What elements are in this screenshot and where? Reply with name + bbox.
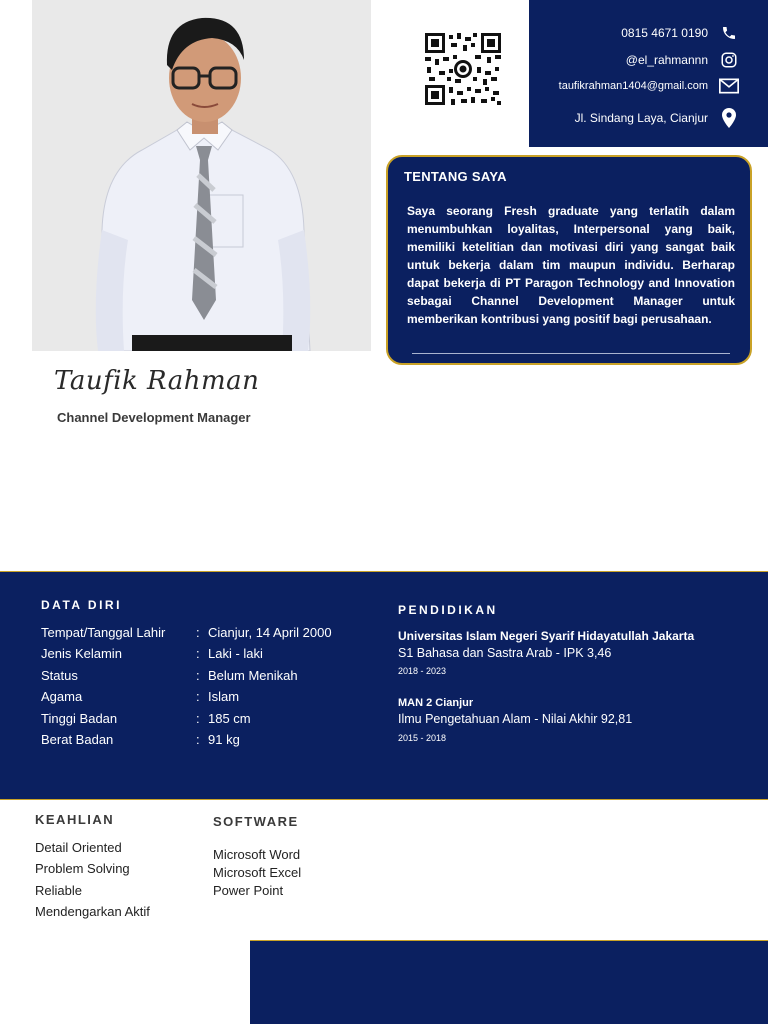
mail-icon: [718, 76, 740, 96]
edu-school: Universitas Islam Negeri Syarif Hidayatullah Jakarta: [398, 629, 695, 643]
instagram-icon: [718, 50, 740, 70]
data-row: [41, 646, 263, 667]
data-value: Cianjur, 14 April 2000: [208, 625, 332, 640]
qr-code: [425, 33, 501, 105]
edu-school: MAN 2 Cianjur: [398, 697, 474, 709]
data-label: Tinggi Badan: [41, 711, 118, 726]
colon: :: [196, 625, 200, 640]
data-row: [41, 625, 332, 646]
about-card: [386, 155, 752, 365]
software-item: Power Point: [213, 883, 284, 898]
data-label: Berat Badan: [41, 732, 114, 747]
contact-address: [529, 108, 768, 128]
info-band: [0, 571, 768, 800]
instagram-text: @el_rahmannn: [625, 53, 708, 67]
contact-instagram: [529, 50, 768, 70]
data-diri-title: DATA DIRI: [41, 598, 122, 612]
colon: :: [196, 646, 200, 661]
data-value: Laki - laki: [208, 646, 263, 661]
colon: :: [196, 689, 200, 704]
person-illustration: [32, 0, 371, 351]
data-row: [41, 689, 239, 710]
about-title: TENTANG SAYA: [404, 169, 507, 184]
software-item: Microsoft Word: [213, 847, 301, 862]
skill-item: Mendengarkan Aktif: [35, 904, 150, 919]
edu-years: 2018 - 2023: [398, 666, 447, 676]
pendidikan-title: PENDIDIKAN: [398, 603, 498, 617]
skill-item: Problem Solving: [35, 861, 130, 876]
divider: [412, 353, 730, 354]
data-value: 91 kg: [208, 732, 240, 747]
data-value: Islam: [208, 689, 240, 704]
edu-major: Ilmu Pengetahuan Alam - Nilai Akhir 92,81: [398, 712, 633, 726]
contact-panel: [529, 0, 768, 147]
colon: :: [196, 711, 200, 726]
edu-major: S1 Bahasa dan Sastra Arab - IPK 3,46: [398, 646, 612, 660]
profile-photo: [32, 0, 371, 351]
address-text: Jl. Sindang Laya, Cianjur: [574, 111, 708, 125]
person-name: Taufik Rahman: [54, 366, 260, 396]
data-label: Tempat/Tanggal Lahir: [41, 625, 166, 640]
data-row: [41, 668, 298, 689]
footer-block: [250, 940, 768, 1024]
keahlian-title: KEAHLIAN: [35, 812, 115, 827]
software-title: SOFTWARE: [213, 814, 299, 829]
colon: :: [196, 668, 200, 683]
location-pin-icon: [718, 108, 740, 128]
edu-years: 2015 - 2018: [398, 733, 447, 743]
skill-item: Detail Oriented: [35, 840, 122, 855]
data-label: Status: [41, 668, 78, 683]
data-value: 185 cm: [208, 711, 251, 726]
person-role: Channel Development Manager: [57, 410, 251, 425]
skill-item: Reliable: [35, 883, 82, 898]
colon: :: [196, 732, 200, 747]
about-text: Saya seorang Fresh graduate yang terlatih dalam menumbuhkan loyalitas, Interpersonal yang baik, memiliki ketelitian dan motivasi diri yang sangat baik untuk bekerja dalam tim maupun individu. Berharap dapat bekerja di PT Paragon Technology and Innovation sebagai Channel Development Manager untuk memberikan kontribusi yang positif bagi perusahaan.: [407, 204, 735, 326]
phone-text: 0815 4671 0190: [621, 26, 708, 40]
data-row: [41, 732, 240, 753]
data-label: Agama: [41, 689, 83, 704]
data-row: [41, 711, 251, 732]
data-value: Belum Menikah: [208, 668, 298, 683]
contact-phone: [529, 23, 768, 43]
phone-icon: [718, 23, 740, 43]
data-label: Jenis Kelamin: [41, 646, 122, 661]
software-item: Microsoft Excel: [213, 865, 302, 880]
email-text: taufikrahman1404@gmail.com: [558, 80, 708, 92]
contact-email: [529, 76, 768, 96]
